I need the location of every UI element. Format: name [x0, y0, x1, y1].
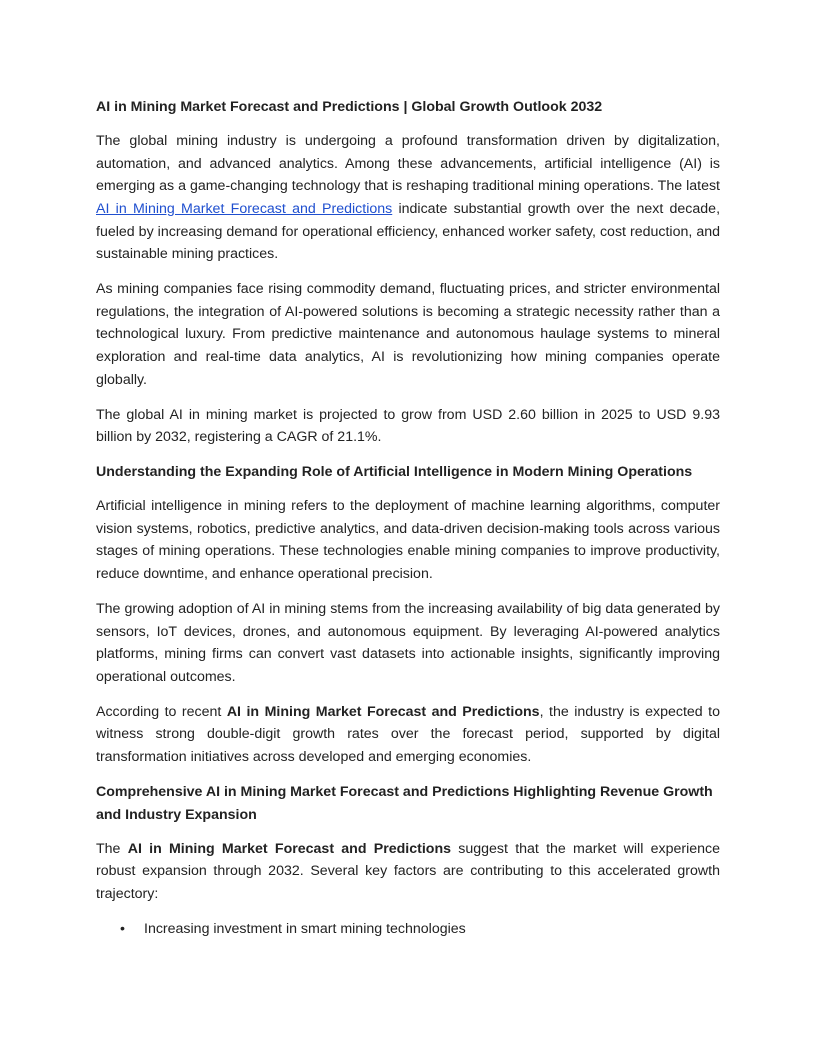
list-item	[120, 918, 720, 941]
bullet-icon: •	[120, 920, 125, 937]
document-title: AI in Mining Market Forecast and Predictions | Global Growth Outlook 2032	[96, 99, 603, 115]
section-heading-forecast: Comprehensive AI in Mining Market Forecast and Predictions Highlighting Revenue Growth and Industry Expansion	[96, 783, 713, 823]
document-page	[96, 96, 720, 941]
paragraph-adoption: The growing adoption of AI in mining stems from the increasing availability of big data generated by sensors, IoT devices, drones, and autonomous equipment. By leveraging AI-powered analytics platforms, mining firms can convert vast datasets into actionable insights, significantly improving operational outcomes.	[96, 601, 720, 685]
list-item-text: Increasing investment in smart mining technologies	[144, 920, 466, 937]
expansion-text-end: suggest that the market will experience robust expansion through 2032. Several key factors are contributing to this accelerated growth trajectory:	[96, 840, 721, 902]
growth-text-end: , the industry is expected to witness strong double-digit growth rates over the forecast period, supported by digital transformation initiatives across developed and emerging economies.	[96, 703, 720, 765]
paragraph-market-size: The global AI in mining market is projected to grow from USD 2.60 billion in 2025 to USD 9.93 billion by 2032, registering a CAGR of 21.1%.	[96, 406, 720, 446]
intro-text-start: The global mining industry is undergoing a profound transformation driven by digitalization, automation, and advanced analytics. Among these advancements, artificial intelligence (AI) is emerging as a game-changing technology that is reshaping traditional mining operations. The latest	[96, 133, 720, 195]
intro-paragraph	[96, 130, 720, 266]
section-heading-role: Understanding the Expanding Role of Artificial Intelligence in Modern Mining Operations	[96, 464, 693, 481]
growth-bold-term: AI in Mining Market Forecast and Predictions	[226, 703, 540, 720]
forecast-link[interactable]: AI in Mining Market Forecast and Predictions	[96, 200, 393, 217]
paragraph-expansion	[96, 838, 720, 906]
intro-text-end: indicate substantial growth over the next decade, fueled by increasing demand for operational efficiency, enhanced worker safety, cost reduction, and sustainable mining practices.	[96, 200, 721, 263]
paragraph-challenges: As mining companies face rising commodity demand, fluctuating prices, and stricter environmental regulations, the integration of AI-powered solutions is becoming a strategic necessity rather than a technological luxury. From predictive maintenance and autonomous haulage systems to mineral exploration and real-time data analytics, AI is revolutionizing how mining companies operate globally.	[96, 281, 720, 388]
paragraph-definition: Artificial intelligence in mining refers to the deployment of machine learning algorithms, computer vision systems, robotics, predictive analytics, and data-driven decision-making tools across various stages of mining operations. These technologies enable mining companies to improve productivity, reduce downtime, and enhance operational precision.	[96, 498, 720, 583]
growth-factor-list	[96, 918, 720, 941]
paragraph-growth	[96, 701, 720, 769]
expansion-bold-term: AI in Mining Market Forecast and Predictions	[127, 840, 452, 857]
expansion-text-start: The	[96, 840, 128, 857]
growth-text-start: According to recent	[96, 703, 227, 720]
